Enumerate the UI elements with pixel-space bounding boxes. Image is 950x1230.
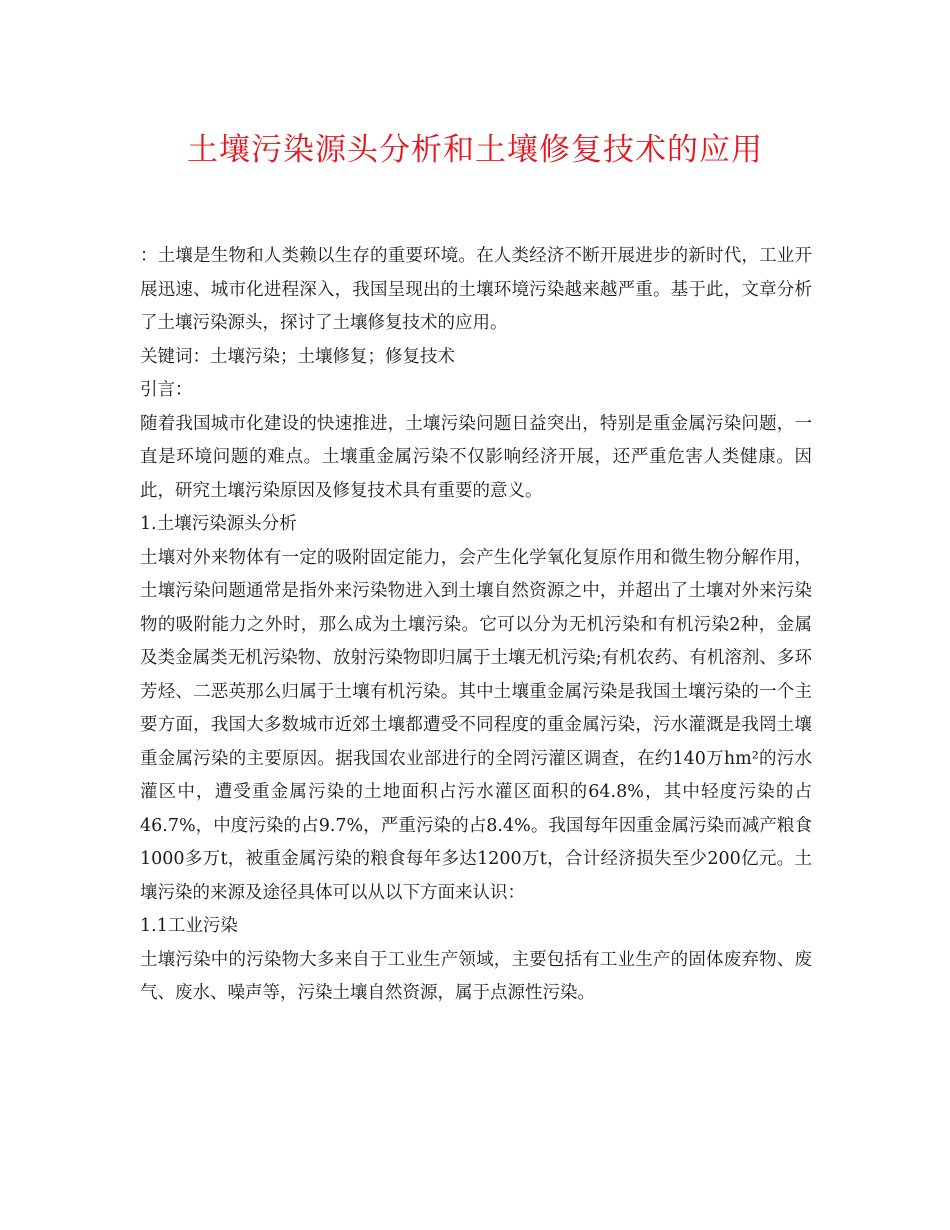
section-1-heading: 1.土壤污染源头分析 bbox=[140, 514, 297, 534]
section-1-1-heading: 1.1工业污染 bbox=[140, 916, 238, 936]
intro-paragraph: 随着我国城市化建设的快速推进，土壤污染问题日益突出，特别是重金属污染问题，一直是环境问题的难点。土壤重金属污染不仅影响经济开展，还严重危害人类健康。因此，研究土壤污染原因及修复技术具有重要的意义。 bbox=[140, 413, 812, 501]
section-1-1-paragraph: 土壤污染中的污染物大多来自于工业生产领域，主要包括有工业生产的固体废弃物、废气、废水、噪声等，污染土壤自然资源，属于点源性污染。 bbox=[140, 949, 812, 1003]
intro-heading: 引言： bbox=[140, 380, 193, 400]
keywords-line: 关键词：土壤污染；土壤修复；修复技术 bbox=[140, 346, 455, 367]
abstract-paragraph: ：土壤是生物和人类赖以生存的重要环境。在人类经济不断开展进步的新时代，工业开展迅速、城市化进程深入，我国呈现出的土壤环境污染越来越严重。基于此，文章分析了土壤污染源头，探讨了土壤修复技术的应用。 bbox=[140, 246, 812, 333]
section-1-paragraph: 土壤对外来物体有一定的吸附固定能力，会产生化学氧化复原作用和微生物分解作用，土壤污染问题通常是指外来污染物进入到土壤自然资源之中，并超出了土壤对外来污染物的吸附能力之外时，那么成为土壤污染。它可以分为无机污染和有机污染2种，金属及类金属类无机污染物、放射污染物即归属于土壤无机污染;有机农药、有机溶剂、多环芳烃、二恶英那么归属于土壤有机污染。其中土壤重金属污染是我国土壤污染的一个主要方面，我国大多数城市近郊土壤都遭受不同程度的重金属污染，污水灌溉是我罔土壤重金属污染的主要原因。据我国农业部进行的全罔污灌区调查，在约140万hm²的污水灌区中，遭受重金属污染的土地面积占污水灌区面积的64.8%，其中轻度污染的占46.7%，中度污染的占9.7%，严重污染的占8.4%。我国每年因重金属污染而减产粮食1000多万t，被重金属污染的粮食每年多达1200万t，合计经济损失至少200亿元。土壤污染的来源及途径具体可以从以下方面来认识： bbox=[140, 547, 812, 903]
document-title: 土壤污染源头分析和土壤修复技术的应用 bbox=[187, 132, 763, 168]
document-body bbox=[140, 240, 812, 1011]
